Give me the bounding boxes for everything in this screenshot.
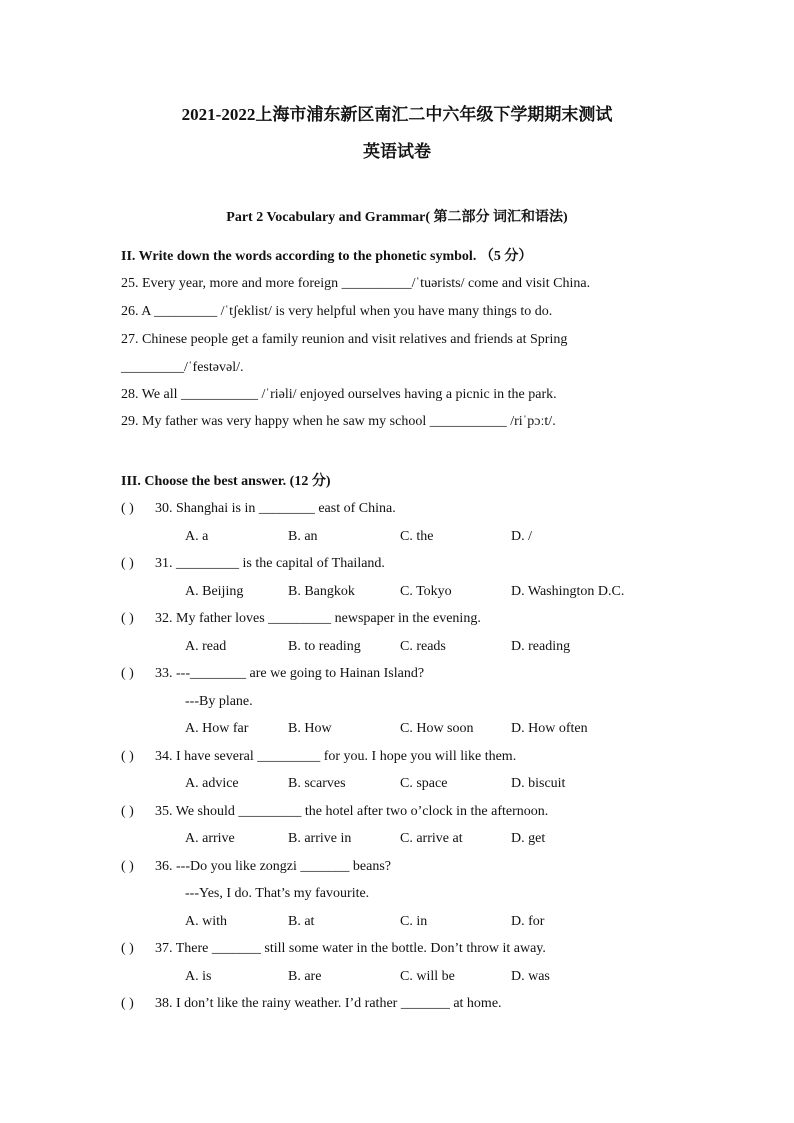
question-34-option-d: D. biscuit bbox=[511, 776, 566, 791]
exam-subtitle: 英语试卷 bbox=[363, 142, 431, 161]
question-30-option-d: D. / bbox=[511, 528, 532, 544]
question-35-option-b: B. arrive in bbox=[288, 831, 352, 846]
question-36-option-d: D. for bbox=[511, 913, 545, 929]
question-32-option-b: B. to reading bbox=[288, 638, 361, 654]
question-30-option-a: A. a bbox=[185, 528, 209, 544]
question-33-option-d: D. How often bbox=[511, 721, 588, 736]
question-32-option-c: C. reads bbox=[400, 638, 446, 654]
question-31-stem: 31. _________ is the capital of Thailand. bbox=[155, 556, 385, 571]
vocab-item-27-cont: _________/ˈfestəvəl/. bbox=[121, 360, 244, 375]
question-33-dialogue: ---By plane. bbox=[185, 693, 253, 709]
question-31-option-b: B. Bangkok bbox=[288, 583, 355, 599]
question-35-option-a: A. arrive bbox=[185, 831, 235, 846]
question-34-stem: 34. I have several _________ for you. I hope you will like them. bbox=[155, 748, 517, 764]
vocab-item-25: 25. Every year, more and more foreign __________/ˈtuərists/ come and visit China. bbox=[121, 276, 591, 291]
question-37-stem: 37. There _______ still some water in the bottle. Don’t throw it away. bbox=[155, 941, 546, 956]
question-30-stem: 30. Shanghai is in ________ east of China. bbox=[155, 501, 396, 516]
question-35-option-c: C. arrive at bbox=[400, 831, 463, 846]
question-31-option-d: D. Washington D.C. bbox=[511, 583, 625, 599]
answer-blank-30[interactable]: ( ) bbox=[121, 501, 134, 516]
question-31-option-c: C. Tokyo bbox=[400, 583, 452, 599]
vocab-item-29: 29. My father was very happy when he saw my school ___________ /riˈpɔːt/. bbox=[121, 414, 556, 429]
question-31-option-a: A. Beijing bbox=[185, 583, 244, 599]
part-heading: Part 2 Vocabulary and Grammar( 第二部分 词汇和语法) bbox=[226, 210, 568, 225]
question-37-option-c: C. will be bbox=[400, 968, 455, 984]
question-37-option-a: A. is bbox=[185, 968, 212, 984]
question-36-stem: 36. ---Do you like zongzi _______ beans? bbox=[155, 858, 391, 874]
section-3-heading: III. Choose the best answer. (12 分) bbox=[121, 474, 331, 489]
question-37-option-b: B. are bbox=[288, 968, 322, 984]
question-38-stem: 38. I don’t like the rainy weather. I’d rather _______ at home. bbox=[155, 996, 502, 1011]
question-32-option-a: A. read bbox=[185, 638, 227, 654]
exam-title: 2021-2022上海市浦东新区南汇二中六年级下学期期末测试 bbox=[181, 105, 613, 124]
vocab-item-26: 26. A _________ /ˈtʃeklist/ is very helpful when you have many things to do. bbox=[121, 304, 553, 319]
question-35-stem: 35. We should _________ the hotel after two o’clock in the afternoon. bbox=[155, 803, 549, 819]
question-33-option-c: C. How soon bbox=[400, 721, 474, 736]
question-36-option-a: A. with bbox=[185, 913, 227, 929]
answer-blank-35[interactable]: ( ) bbox=[121, 803, 134, 819]
question-37-option-d: D. was bbox=[511, 968, 550, 984]
question-34-option-c: C. space bbox=[400, 776, 448, 791]
question-30-option-b: B. an bbox=[288, 528, 318, 544]
question-34-option-b: B. scarves bbox=[288, 776, 346, 791]
section-2-heading: II. Write down the words according to the phonetic symbol. （5 分） bbox=[121, 249, 533, 264]
question-32-option-d: D. reading bbox=[511, 638, 571, 654]
vocab-item-28: 28. We all ___________ /ˈriəli/ enjoyed ourselves having a picnic in the park. bbox=[121, 387, 557, 402]
question-32-stem: 32. My father loves _________ newspaper in the evening. bbox=[155, 611, 481, 626]
question-35-option-d: D. get bbox=[511, 831, 546, 846]
answer-blank-36[interactable]: ( ) bbox=[121, 858, 134, 874]
question-34-option-a: A. advice bbox=[185, 776, 239, 791]
vocab-item-27: 27. Chinese people get a family reunion and visit relatives and friends at Spring bbox=[121, 332, 568, 347]
answer-blank-34[interactable]: ( ) bbox=[121, 748, 134, 764]
question-36-option-b: B. at bbox=[288, 913, 315, 929]
question-36-dialogue: ---Yes, I do. That’s my favourite. bbox=[185, 886, 370, 901]
answer-blank-38[interactable]: ( ) bbox=[121, 996, 134, 1011]
question-33-stem: 33. ---________ are we going to Hainan Island? bbox=[155, 666, 425, 681]
answer-blank-33[interactable]: ( ) bbox=[121, 666, 134, 681]
question-30-option-c: C. the bbox=[400, 528, 434, 544]
answer-blank-37[interactable]: ( ) bbox=[121, 941, 134, 956]
question-33-option-b: B. How bbox=[288, 721, 332, 736]
question-33-option-a: A. How far bbox=[185, 721, 249, 736]
question-36-option-c: C. in bbox=[400, 913, 428, 929]
answer-blank-32[interactable]: ( ) bbox=[121, 611, 134, 626]
answer-blank-31[interactable]: ( ) bbox=[121, 556, 134, 571]
